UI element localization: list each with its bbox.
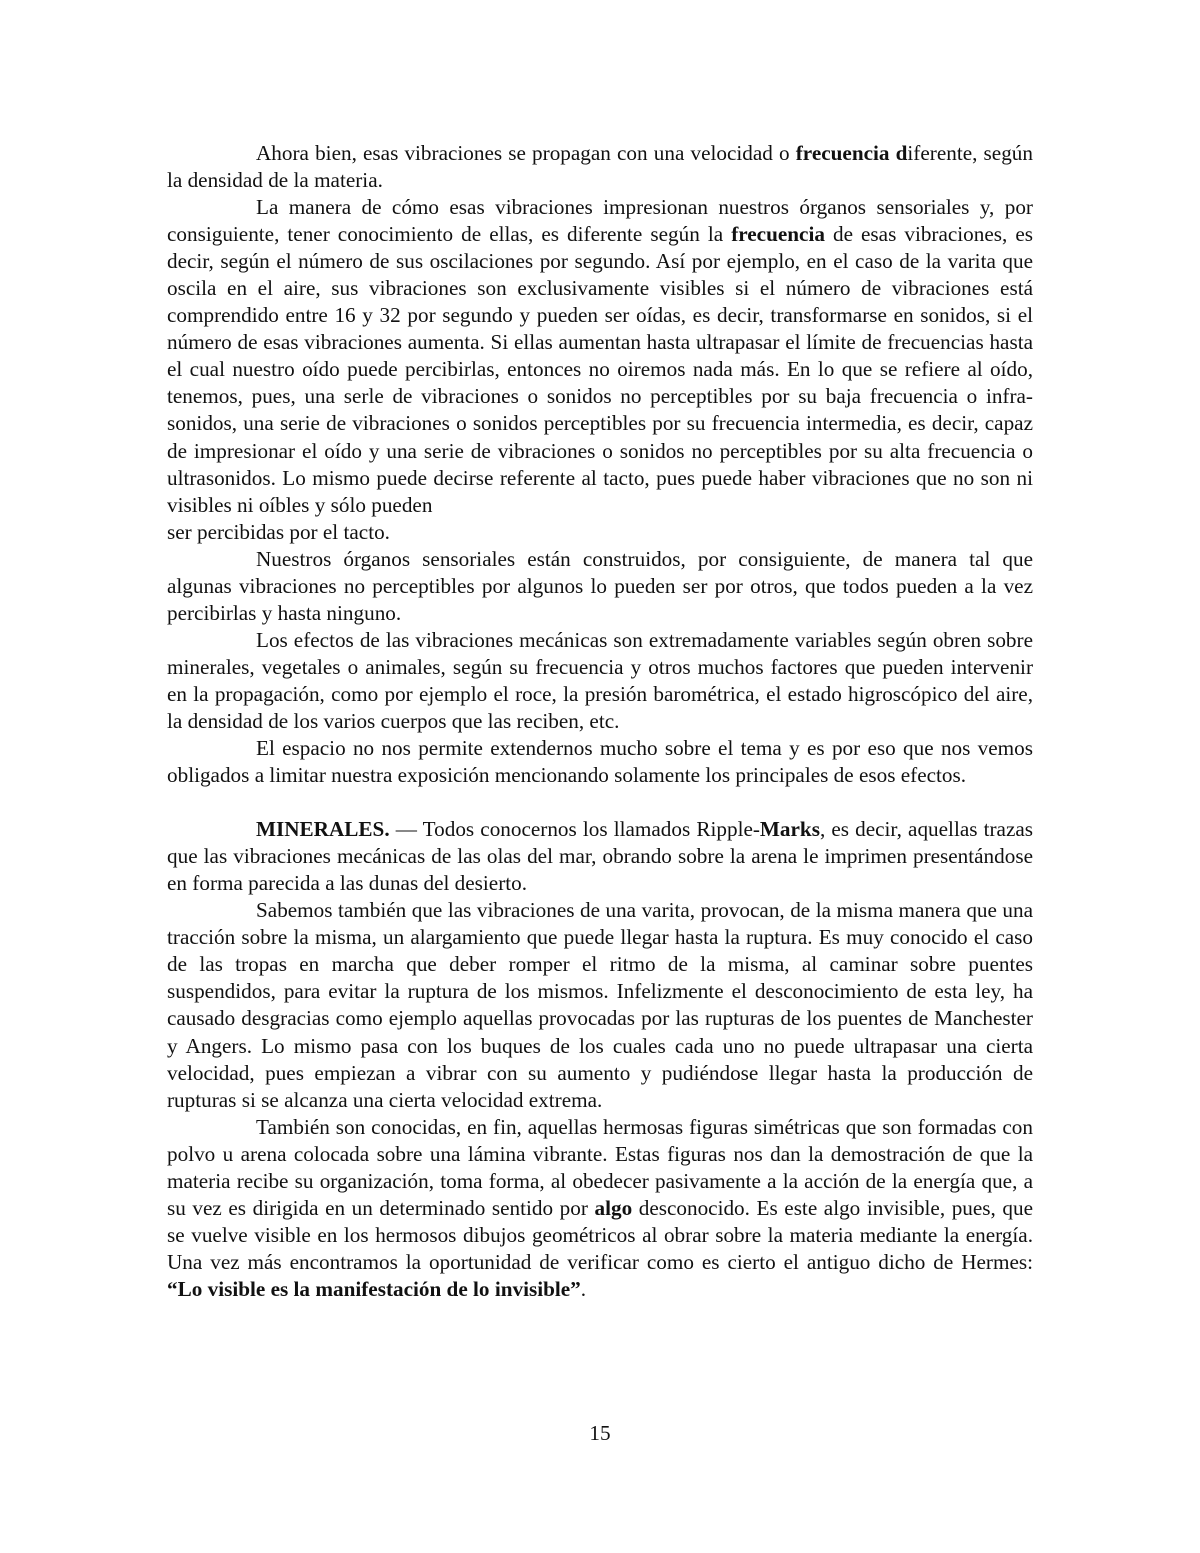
bold-term-frecuencia: frecuencia d: [795, 141, 908, 165]
paragraph-2: [167, 194, 1033, 546]
bold-term-algo: algo: [594, 1195, 633, 1220]
section-heading-minerales: MINERALES.: [256, 817, 390, 842]
paragraph-1: [167, 140, 1033, 194]
bold-term-frecuencia: frecuencia: [731, 222, 825, 247]
text-run: También son conocidas, en fin, aquellas hermosas figuras simétricas que son formadas con polvo u arena colocada sobre una lámina vibrante. Estas figuras nos dan la demostración de que la materia recibe su organización, toma forma, al obedecer pasivamente a la acción de la energía que, a su vez es dirigida en un determinado sentido por: [167, 1114, 1033, 1220]
paragraph-3: Nuestros órganos sensoriales están construidos, por consiguiente, de manera tal que algunas vibraciones no perceptibles por algunos lo pueden ser por otros, que todos pueden a la vez percibirlas y hasta ninguno.: [167, 546, 1033, 625]
text-run: Ahora bien, esas vibraciones se propagan con una velocidad o: [256, 141, 796, 165]
text-run: .: [580, 1276, 587, 1301]
text-run: — Todos conocernos los llamados Ripple-: [389, 817, 760, 842]
text-run: de esas vibraciones, es decir, según el número de sus oscilaciones por segundo. Así por ejemplo, en el caso de la varita que oscila en el aire, sus vibraciones son exclusivamente visibles si el número de vibraciones está comprendido entre 16 y 32 por segundo y pueden ser oídas, es decir, transformarse en sonidos, si el número de esas vibraciones aumenta. Si ellas aumentan hasta ultrapasar el límite de frecuencias hasta el cual nuestro oído puede percibirlas, entonces no oiremos nada más. En lo que se refiere al oído, tenemos, pues, una serle de vibraciones o sonidos no perceptibles por su baja frecuencia o infra-sonidos, una serie de vibraciones o sonidos perceptibles por su frecuencia intermedia, es decir, capaz de impresionar el oído y una serie de vibraciones o sonidos no perceptibles por su alta frecuencia o ultrasonidos. Lo mismo puede decirse referente al tacto, pues puede haber vibraciones que no son ni visibles ni oíbles y sólo pueden: [167, 222, 1034, 517]
text-run: iferente, según la densidad de la materia.: [167, 141, 1033, 193]
paragraph-5: El espacio no nos permite extendernos mucho sobre el tema y es por eso que nos vemos obligados a limitar nuestra exposición mencionando solamente los principales de esos efectos.: [167, 736, 1033, 788]
paragraph-4: Los efectos de las vibraciones mecánicas son extremadamente variables según obren sobre minerales, vegetales o animales, según su frecuencia y otros muchos factores que pueden intervenir en la propagación, como por ejemplo el roce, la presión barométrica, el estado higroscópico del aire, la densidad de los varios cuerpos que las reciben, etc.: [167, 627, 1033, 733]
bold-quote-hermes: “Lo visible es la manifestación de lo invisible”: [167, 1276, 581, 1301]
text-run: , es decir, aquellas trazas que las vibraciones mecánicas de las olas del mar, obrando sobre la arena le imprimen presentándose en forma parecida a las dunas del desierto.: [167, 817, 1034, 896]
paragraph-8: [167, 1114, 1033, 1303]
text-run: La manera de cómo esas vibraciones impresionan nuestros órganos sensoriales y, por consiguiente, tener conocimiento de ellas, es diferente según la: [167, 195, 1033, 247]
text-run: ser percibidas por el tacto.: [167, 519, 390, 544]
bold-term-marks: Marks: [759, 817, 820, 842]
section-gap: [167, 789, 1033, 816]
text-run: desconocido. Es este algo invisible, pues, que se vuelve visible en los hermosos dibujos geométricos al obrar sobre la materia mediante la energía. Una vez más encontramos la oportunidad de verificar como es cierto el antiguo dicho de Hermes:: [167, 1195, 1033, 1274]
page-number: 15: [589, 1421, 611, 1445]
paragraph-7: Sabemos también que las vibraciones de una varita, provocan, de la misma manera que una tracción sobre la misma, un alargamiento que puede llegar hasta la ruptura. Es muy conocido el caso de las tropas en marcha que deber romper el ritmo de la misma, al caminar sobre puentes suspendidos, para evitar la ruptura de los mismos. Infelizmente el desconocimiento de esta ley, ha causado desgracias como ejemplo aquellas provocadas por las rupturas de los puentes de Manchester y Angers. Lo mismo pasa con los buques de los cuales cada uno no puede ultrapasar una cierta velocidad, pues empiezan a vibrar con su aumento y pudiéndose llegar hasta la producción de rupturas si se alcanza una cierta velocidad extrema.: [167, 898, 1033, 1112]
page-body: [167, 140, 1033, 1303]
paragraph-minerales: [167, 816, 1033, 897]
